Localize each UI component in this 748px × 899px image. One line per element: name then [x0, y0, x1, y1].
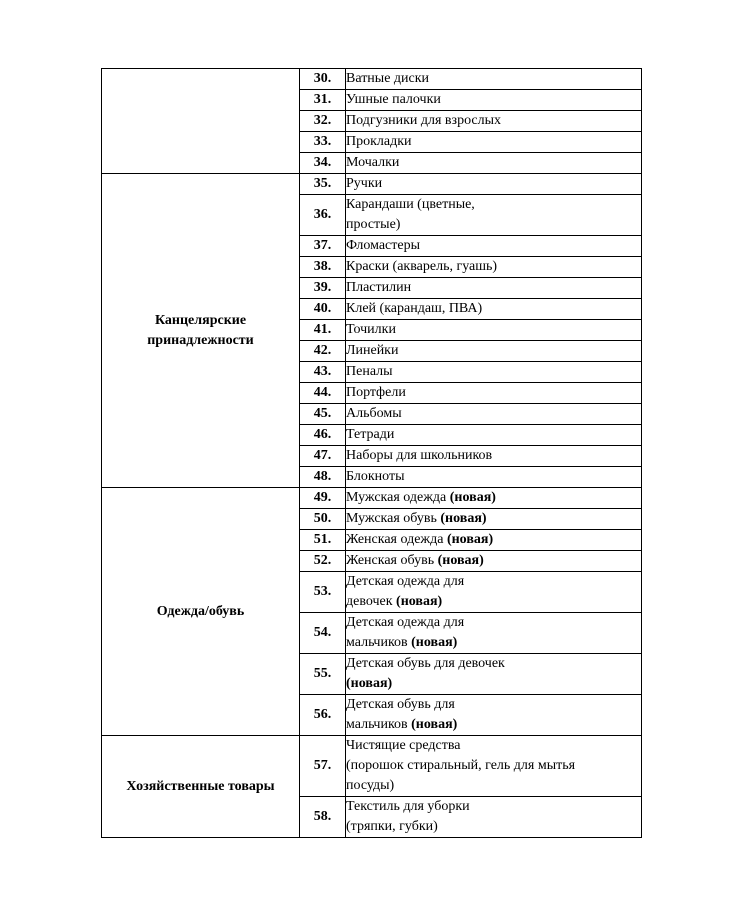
row-number: 56. — [300, 695, 346, 736]
new-badge: (новая) — [446, 532, 494, 547]
row-number: 54. — [300, 613, 346, 654]
item-line: Женская одежда — [346, 532, 447, 547]
item-line: мальчиков — [346, 635, 412, 650]
item-name: Пластилин — [346, 278, 642, 299]
item-line: (порошок стиральный, гель для мытья — [346, 758, 576, 773]
new-badge: (новая) — [449, 490, 496, 505]
row-number: 31. — [300, 90, 346, 111]
new-badge: (новая) — [411, 717, 458, 732]
item-line: Мужская обувь — [346, 511, 441, 526]
item-name: Фломастеры — [346, 236, 642, 257]
item-name: Ушные палочки — [346, 90, 642, 111]
item-name: Точилки — [346, 320, 642, 341]
item-line: Женская обувь — [346, 553, 438, 568]
item-name: Ручки — [346, 174, 642, 195]
goods-table — [101, 68, 642, 838]
item-name: Подгузники для взрослых — [346, 111, 642, 132]
row-number: 52. — [300, 551, 346, 572]
row-number: 36. — [300, 195, 346, 236]
new-badge: (новая) — [396, 594, 443, 609]
category-cell — [102, 174, 300, 488]
item-name: Блокноты — [346, 467, 642, 488]
row-number: 34. — [300, 153, 346, 174]
category-cell — [102, 488, 300, 736]
row-number: 37. — [300, 236, 346, 257]
item-name: Краски (акварель, гуашь) — [346, 257, 642, 278]
new-badge: (новая) — [437, 553, 484, 568]
item-line: Детская одежда для — [346, 574, 465, 589]
item-line: Чистящие средства — [346, 738, 461, 753]
category-cell — [102, 69, 300, 174]
row-number: 43. — [300, 362, 346, 383]
row-number: 33. — [300, 132, 346, 153]
item-name: Тетради — [346, 425, 642, 446]
row-number: 41. — [300, 320, 346, 341]
row-number: 38. — [300, 257, 346, 278]
row-number: 53. — [300, 572, 346, 613]
category-cell — [102, 736, 300, 838]
category-label: Хозяйственные товары — [126, 778, 275, 794]
item-line: (тряпки, губки) — [346, 819, 438, 834]
row-number: 57. — [300, 736, 346, 797]
item-name — [346, 695, 642, 736]
row-number: 55. — [300, 654, 346, 695]
item-name — [346, 572, 642, 613]
item-name: Портфели — [346, 383, 642, 404]
item-name — [346, 509, 642, 530]
new-badge: (новая) — [346, 676, 393, 691]
item-name: Клей (карандаш, ПВА) — [346, 299, 642, 320]
item-name: Мочалки — [346, 153, 642, 174]
row-number: 47. — [300, 446, 346, 467]
row-number: 40. — [300, 299, 346, 320]
table-row — [102, 69, 642, 90]
item-line: Детская обувь для — [346, 697, 455, 712]
category-label: Одежда/обувь — [156, 603, 245, 619]
item-name — [346, 195, 642, 236]
item-name — [346, 654, 642, 695]
item-line: Детская обувь для девочек — [346, 656, 505, 671]
row-number: 44. — [300, 383, 346, 404]
row-number: 45. — [300, 404, 346, 425]
item-name: Пеналы — [346, 362, 642, 383]
row-number: 50. — [300, 509, 346, 530]
item-name — [346, 736, 642, 797]
table-row — [102, 488, 642, 509]
item-name — [346, 488, 642, 509]
item-line: Текстиль для уборки — [346, 799, 470, 814]
row-number: 32. — [300, 111, 346, 132]
item-name: Линейки — [346, 341, 642, 362]
item-name: Ватные диски — [346, 69, 642, 90]
item-line: Карандаши (цветные, — [346, 197, 475, 212]
row-number: 35. — [300, 174, 346, 195]
row-number: 39. — [300, 278, 346, 299]
row-number: 58. — [300, 797, 346, 838]
item-name — [346, 530, 642, 551]
item-name: Прокладки — [346, 132, 642, 153]
new-badge: (новая) — [440, 511, 487, 526]
item-line: посуды) — [346, 778, 395, 793]
row-number: 49. — [300, 488, 346, 509]
item-name: Альбомы — [346, 404, 642, 425]
item-name — [346, 613, 642, 654]
table-row — [102, 174, 642, 195]
category-label: Канцелярские принадлежности — [147, 312, 254, 348]
item-name: Наборы для школьников — [346, 446, 642, 467]
row-number: 30. — [300, 69, 346, 90]
item-line: Мужская одежда — [346, 490, 450, 505]
row-number: 51. — [300, 530, 346, 551]
item-line: девочек — [346, 594, 397, 609]
row-number: 42. — [300, 341, 346, 362]
item-name — [346, 551, 642, 572]
table-row — [102, 736, 642, 797]
item-line: простые) — [346, 217, 401, 232]
new-badge: (новая) — [411, 635, 458, 650]
row-number: 46. — [300, 425, 346, 446]
item-line: Детская одежда для — [346, 615, 465, 630]
item-name — [346, 797, 642, 838]
row-number: 48. — [300, 467, 346, 488]
item-line: мальчиков — [346, 717, 412, 732]
